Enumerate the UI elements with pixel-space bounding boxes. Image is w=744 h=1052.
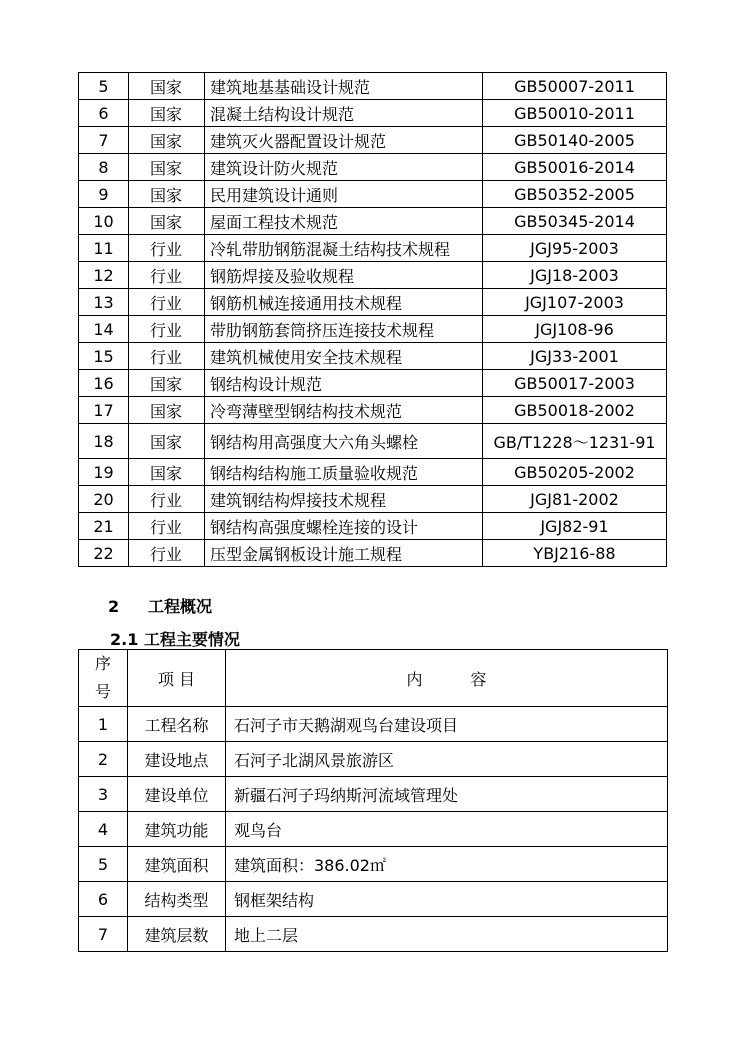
project-info-table	[78, 649, 668, 952]
cell-level: 国家	[129, 424, 205, 459]
cell-value: 石河子市天鹅湖观鸟台建设项目	[226, 707, 668, 742]
cell-no: 6	[79, 882, 128, 917]
cell-name: 建筑机械使用安全技术规程	[205, 343, 483, 370]
section-2-title: 工程概况	[148, 597, 213, 616]
table-row	[79, 100, 667, 127]
cell-name: 带肋钢筋套筒挤压连接技术规程	[205, 316, 483, 343]
cell-item: 建筑层数	[128, 917, 226, 952]
cell-value: 地上二层	[226, 917, 668, 952]
cell-no: 7	[79, 917, 128, 952]
cell-no: 13	[79, 289, 129, 316]
cell-level: 国家	[129, 154, 205, 181]
cell-level: 国家	[129, 397, 205, 424]
cell-name: 钢结构设计规范	[205, 370, 483, 397]
cell-item: 建设单位	[128, 777, 226, 812]
section-2-number: 2	[108, 597, 120, 616]
header-seq-line2: 号	[94, 682, 111, 701]
cell-level: 行业	[129, 262, 205, 289]
cell-no: 4	[79, 812, 128, 847]
cell-no: 5	[79, 73, 129, 100]
table-row	[79, 154, 667, 181]
cell-value: 建筑面积：386.02㎡	[226, 847, 668, 882]
table-row	[79, 742, 668, 777]
section-2-1-heading: 2.1 工程主要情况	[110, 630, 240, 649]
table-row	[79, 847, 668, 882]
header-seq-line1: 序	[94, 654, 111, 673]
cell-no: 5	[79, 847, 128, 882]
cell-item: 工程名称	[128, 707, 226, 742]
cell-name: 钢结构结构施工质量验收规范	[205, 459, 483, 486]
cell-level: 国家	[129, 181, 205, 208]
cell-no: 17	[79, 397, 129, 424]
cell-no: 9	[79, 181, 129, 208]
cell-no: 8	[79, 154, 129, 181]
cell-name: 屋面工程技术规范	[205, 208, 483, 235]
cell-level: 行业	[129, 343, 205, 370]
table-row	[79, 540, 667, 567]
cell-code: GB50016-2014	[483, 154, 667, 181]
cell-item: 建筑功能	[128, 812, 226, 847]
table-row	[79, 208, 667, 235]
cell-level: 行业	[129, 513, 205, 540]
cell-no: 2	[79, 742, 128, 777]
table-row	[79, 370, 667, 397]
cell-no: 21	[79, 513, 129, 540]
table-row	[79, 486, 667, 513]
table-row	[79, 424, 667, 459]
cell-name: 混凝土结构设计规范	[205, 100, 483, 127]
cell-level: 国家	[129, 127, 205, 154]
table-row	[79, 707, 668, 742]
cell-code: JGJ18-2003	[483, 262, 667, 289]
cell-no: 12	[79, 262, 129, 289]
cell-name: 钢筋机械连接通用技术规程	[205, 289, 483, 316]
table-row	[79, 235, 667, 262]
table-row	[79, 513, 667, 540]
cell-code: JGJ108-96	[483, 316, 667, 343]
cell-no: 6	[79, 100, 129, 127]
table-row	[79, 343, 667, 370]
cell-no: 14	[79, 316, 129, 343]
table-row	[79, 73, 667, 100]
cell-level: 行业	[129, 540, 205, 567]
cell-name: 建筑灭火器配置设计规范	[205, 127, 483, 154]
cell-value: 石河子北湖风景旅游区	[226, 742, 668, 777]
header-content-a: 内	[406, 669, 423, 689]
cell-value: 新疆石河子玛纳斯河流域管理处	[226, 777, 668, 812]
cell-code: GB50007-2011	[483, 73, 667, 100]
cell-no: 15	[79, 343, 129, 370]
table-row	[79, 882, 668, 917]
cell-code: GB50018-2002	[483, 397, 667, 424]
cell-value: 钢框架结构	[226, 882, 668, 917]
cell-code: JGJ107-2003	[483, 289, 667, 316]
cell-code: GB50140-2005	[483, 127, 667, 154]
cell-name: 钢筋焊接及验收规程	[205, 262, 483, 289]
cell-level: 国家	[129, 100, 205, 127]
cell-code: JGJ81-2002	[483, 486, 667, 513]
cell-name: 建筑设计防火规范	[205, 154, 483, 181]
section-2-heading	[108, 594, 212, 617]
cell-name: 民用建筑设计通则	[205, 181, 483, 208]
cell-level: 国家	[129, 73, 205, 100]
cell-name: 钢结构高强度螺栓连接的设计	[205, 513, 483, 540]
table-row	[79, 459, 667, 486]
header-seq	[79, 650, 128, 707]
cell-no: 20	[79, 486, 129, 513]
cell-code: JGJ33-2001	[483, 343, 667, 370]
cell-no: 11	[79, 235, 129, 262]
table-row	[79, 917, 668, 952]
header-content	[226, 650, 668, 707]
cell-level: 行业	[129, 486, 205, 513]
cell-name: 冷轧带肋钢筋混凝土结构技术规程	[205, 235, 483, 262]
table-row	[79, 127, 667, 154]
cell-name: 压型金属钢板设计施工规程	[205, 540, 483, 567]
cell-no: 18	[79, 424, 129, 459]
table-row	[79, 316, 667, 343]
cell-code: JGJ82-91	[483, 513, 667, 540]
cell-no: 22	[79, 540, 129, 567]
table-row	[79, 812, 668, 847]
cell-name: 钢结构用高强度大六角头螺栓	[205, 424, 483, 459]
info-table-header	[79, 650, 668, 707]
cell-name: 建筑钢结构焊接技术规程	[205, 486, 483, 513]
cell-name: 冷弯薄壁型钢结构技术规范	[205, 397, 483, 424]
cell-code: GB50352-2005	[483, 181, 667, 208]
table-row	[79, 262, 667, 289]
cell-level: 国家	[129, 370, 205, 397]
cell-no: 1	[79, 707, 128, 742]
cell-level: 行业	[129, 235, 205, 262]
standards-table	[78, 72, 667, 567]
cell-code: GB50205-2002	[483, 459, 667, 486]
cell-no: 3	[79, 777, 128, 812]
table-row	[79, 777, 668, 812]
cell-no: 7	[79, 127, 129, 154]
cell-no: 19	[79, 459, 129, 486]
cell-code: JGJ95-2003	[483, 235, 667, 262]
header-content-b: 容	[470, 669, 487, 689]
cell-level: 国家	[129, 459, 205, 486]
cell-item: 建筑面积	[128, 847, 226, 882]
cell-level: 行业	[129, 316, 205, 343]
header-item: 项 目	[128, 650, 226, 707]
cell-code: GB/T1228～1231-91	[483, 424, 667, 459]
cell-name: 建筑地基基础设计规范	[205, 73, 483, 100]
cell-code: YBJ216-88	[483, 540, 667, 567]
cell-item: 建设地点	[128, 742, 226, 777]
cell-level: 行业	[129, 289, 205, 316]
cell-code: GB50017-2003	[483, 370, 667, 397]
table-row	[79, 289, 667, 316]
cell-level: 国家	[129, 208, 205, 235]
table-row	[79, 181, 667, 208]
table-row	[79, 397, 667, 424]
cell-code: GB50010-2011	[483, 100, 667, 127]
cell-item: 结构类型	[128, 882, 226, 917]
cell-value: 观鸟台	[226, 812, 668, 847]
cell-no: 16	[79, 370, 129, 397]
cell-no: 10	[79, 208, 129, 235]
cell-code: GB50345-2014	[483, 208, 667, 235]
